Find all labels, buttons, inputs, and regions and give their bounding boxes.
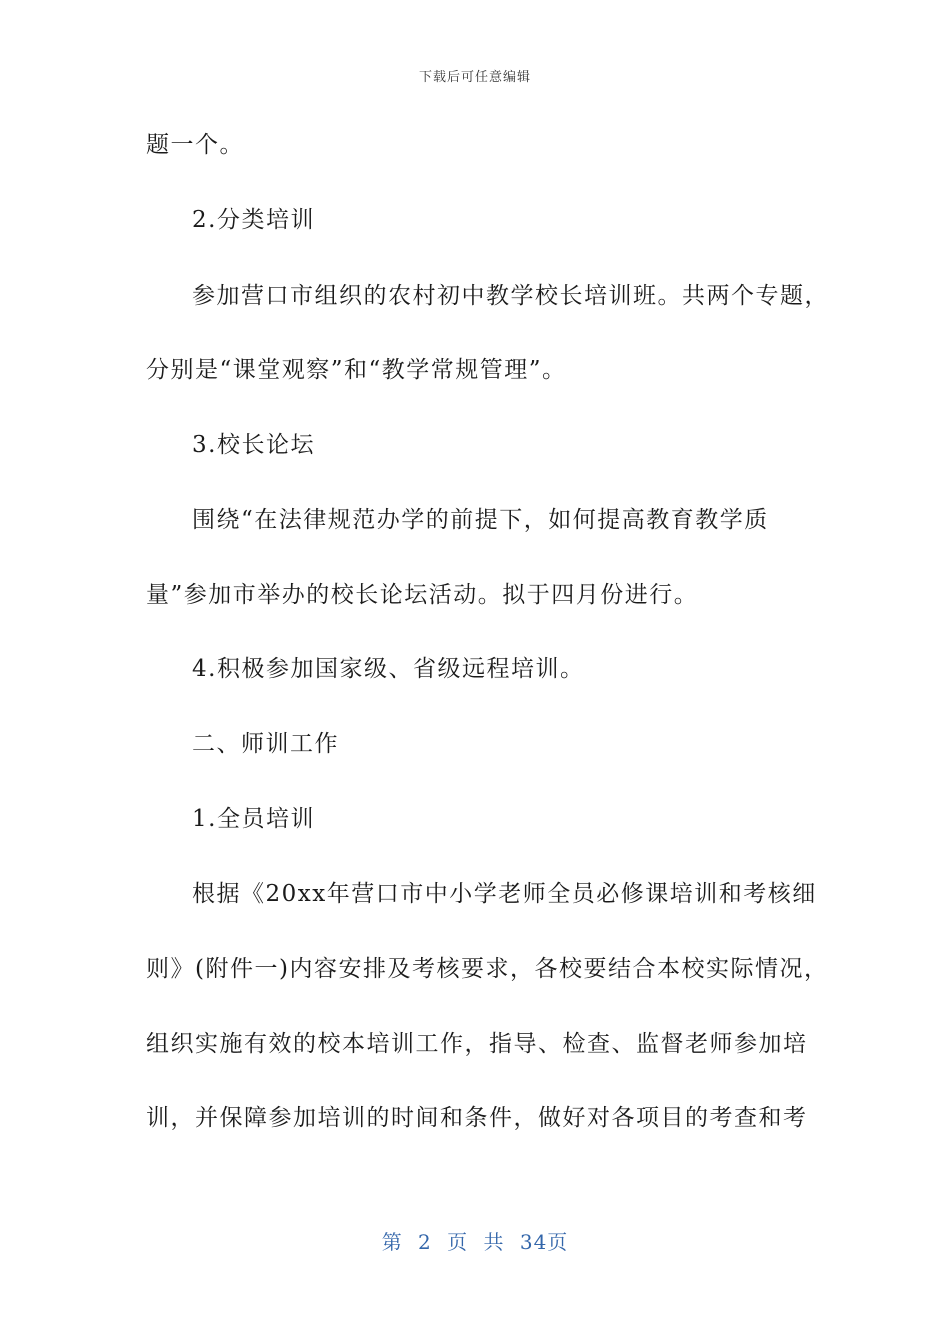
paragraph-line: 分别是“课堂观察”和“教学常规管理”。 — [146, 357, 567, 383]
paragraph-line: 围绕“在法律规范办学的前提下，如何提高教育教学质 — [192, 507, 769, 533]
page-footer: 第 2 页 共 34页 — [381, 1230, 569, 1254]
paragraph-line: 训，并保障参加培训的时间和条件，做好对各项目的考查和考 — [146, 1105, 808, 1131]
text-line: 题一个。 — [146, 132, 244, 158]
section-heading: 4.积极参加国家级、省级远程培训。 — [192, 656, 585, 682]
paragraph-line: 参加营口市组织的农村初中教学校长培训班。共两个专题， — [192, 283, 829, 309]
paragraph-line: 量”参加市举办的校长论坛活动。拟于四月份进行。 — [146, 582, 699, 608]
paragraph-line: 则》(附件一)内容安排及考核要求，各校要结合本校实际情况， — [146, 956, 829, 982]
paragraph-line: 根据《20xx年营口市中小学老师全员必修课培训和考核细 — [192, 881, 817, 907]
section-heading: 1.全员培训 — [192, 806, 315, 832]
page-header: 下载后可任意编辑 — [418, 70, 531, 85]
section-heading: 二、师训工作 — [192, 731, 339, 757]
section-heading: 3.校长论坛 — [192, 432, 315, 458]
section-heading: 2.分类培训 — [192, 207, 315, 233]
paragraph-line: 组织实施有效的校本培训工作，指导、检查、监督老师参加培 — [146, 1031, 808, 1057]
